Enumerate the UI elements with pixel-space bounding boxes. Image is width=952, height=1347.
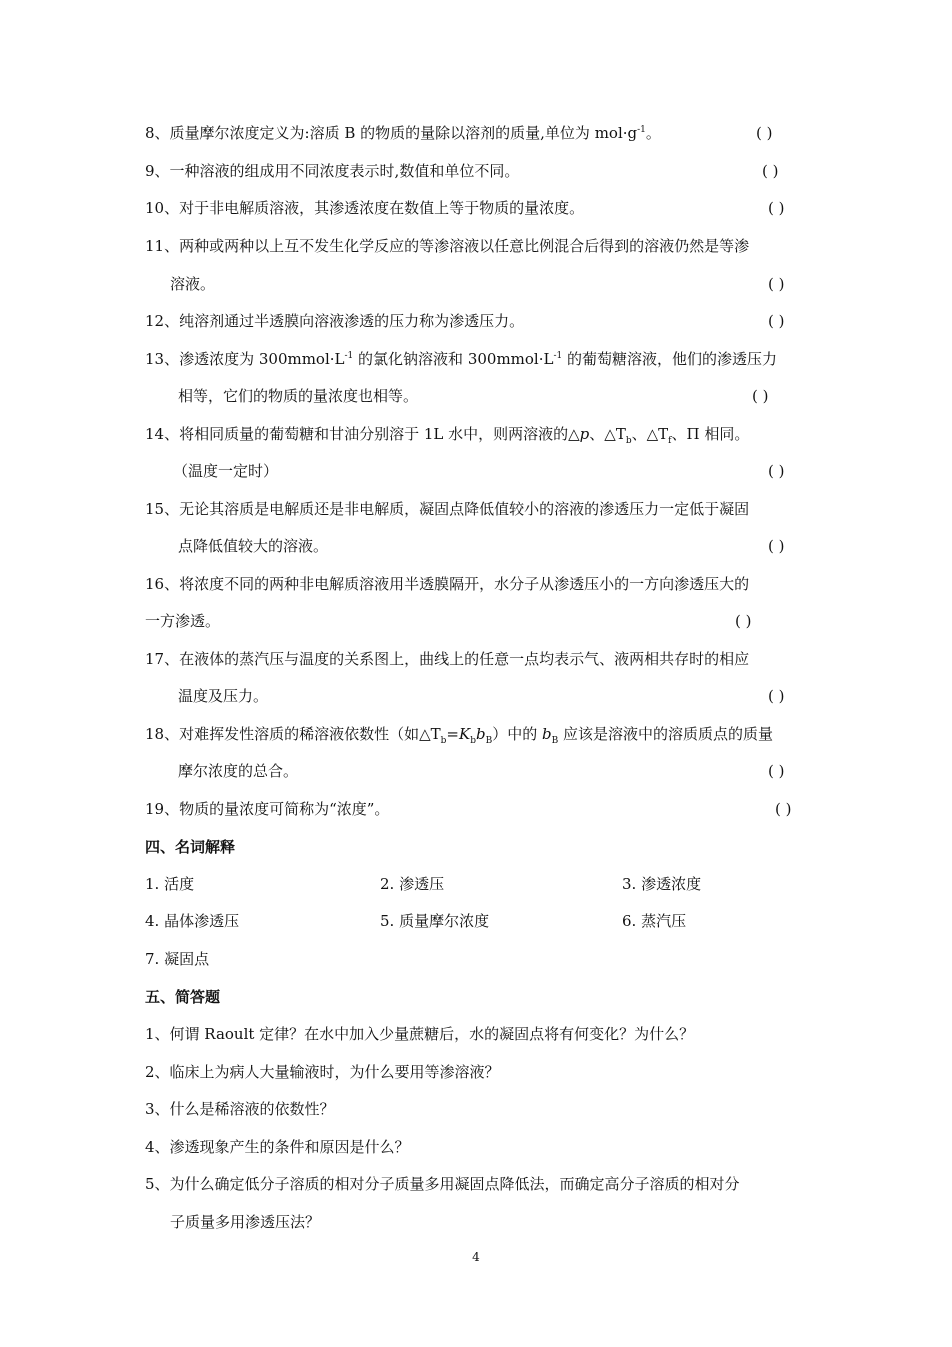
term-4: 4. 晶体渗透压 <box>145 912 240 930</box>
term-7: 7. 凝固点 <box>145 950 210 968</box>
short-answer-1: 1、何谓 Raoult 定律？在水中加入少量蔗糖后，水的凝固点将有何变化？为什么？ <box>145 1025 695 1043</box>
answer-blank-8[interactable]: ( ) <box>756 124 773 142</box>
page-number: 4 <box>472 1250 480 1264</box>
answer-blank-18[interactable]: ( ) <box>768 762 785 780</box>
question-13-line-1 <box>145 348 810 370</box>
q14-part-a: 14、将相同质量的葡萄糖和甘油分别溶于 1L 水中，则两溶液的△ <box>145 425 580 443</box>
question-8 <box>145 122 810 144</box>
question-13-line-2: 相等，它们的物质的量浓度也相等。 <box>178 387 419 405</box>
answer-blank-19[interactable]: ( ) <box>775 800 792 818</box>
question-15-line-1: 15、无论其溶质是电解质还是非电解质，凝固点降低值较小的溶液的渗透压力一定低于凝固 <box>145 500 750 518</box>
q18-part-d: 应该是溶液中的溶质质点的质量 <box>558 725 773 743</box>
term-1: 1. 活度 <box>145 875 195 893</box>
q18-part-c: ）中的 <box>492 725 542 743</box>
section-5-heading: 五、简答题 <box>145 988 221 1006</box>
subscript: b <box>625 436 632 446</box>
question-14-line-2: （温度一定时） <box>173 462 279 480</box>
question-17-line-1: 17、在液体的蒸汽压与温度的关系图上，曲线上的任意一点均表示气、液两相共存时的相应 <box>145 650 750 668</box>
question-14-line-1 <box>145 423 810 445</box>
subscript: B <box>551 736 559 746</box>
answer-blank-17[interactable]: ( ) <box>768 687 785 705</box>
section-4-heading: 四、名词解释 <box>145 838 236 856</box>
subscript: B <box>485 736 493 746</box>
superscript: -1 <box>344 351 354 361</box>
q14-part-c: 、△T <box>631 425 669 443</box>
question-16-line-1: 16、将浓度不同的两种非电解质溶液用半透膜隔开，水分子从渗透压小的一方向渗透压大的 <box>145 575 750 593</box>
short-answer-5-line-2: 子质量多用渗透压法？ <box>170 1213 321 1231</box>
answer-blank-10[interactable]: ( ) <box>768 199 785 217</box>
answer-blank-13[interactable]: ( ) <box>752 387 769 405</box>
q18-symbol-b2: b <box>541 725 552 743</box>
answer-blank-9[interactable]: ( ) <box>762 162 779 180</box>
question-10: 10、对于非电解质溶液，其渗透浓度在数值上等于物质的量浓度。 <box>145 199 585 217</box>
short-answer-3: 3、什么是稀溶液的依数性？ <box>145 1100 335 1118</box>
answer-blank-15[interactable]: ( ) <box>768 537 785 555</box>
term-6: 6. 蒸汽压 <box>622 912 687 930</box>
term-5: 5. 质量摩尔浓度 <box>380 912 490 930</box>
q18-part-a: 18、对难挥发性溶质的稀溶液依数性（如△T <box>145 725 441 743</box>
question-17-line-2: 温度及压力。 <box>178 687 269 705</box>
question-8-text-end: 。 <box>645 124 661 142</box>
short-answer-2: 2、临床上为病人大量输液时，为什么要用等渗溶液？ <box>145 1063 500 1081</box>
question-11-line-2: 溶液。 <box>170 275 216 293</box>
question-15-line-2: 点降低值较大的溶液。 <box>178 537 329 555</box>
term-3: 3. 渗透浓度 <box>622 875 702 893</box>
q13-part-a: 13、渗透浓度为 300mmol·L <box>145 350 345 368</box>
q14-part-b: 、△T <box>589 425 626 443</box>
question-12: 12、纯溶剂通过半透膜向溶液渗透的压力称为渗透压力。 <box>145 312 525 330</box>
answer-blank-12[interactable]: ( ) <box>768 312 785 330</box>
term-2: 2. 渗透压 <box>380 875 445 893</box>
superscript: -1 <box>637 125 646 135</box>
q18-part-b: = <box>446 725 459 743</box>
q13-part-c: 的葡萄糖溶液，他们的渗透压力 <box>562 350 778 368</box>
answer-blank-11[interactable]: ( ) <box>768 275 785 293</box>
subscript: f <box>668 436 672 446</box>
question-18-line-2: 摩尔浓度的总合。 <box>178 762 299 780</box>
question-8-text: 8、质量摩尔浓度定义为:溶质 B 的物质的量除以溶剂的质量,单位为 mol·g <box>145 124 638 142</box>
subscript: b <box>470 736 476 746</box>
short-answer-4: 4、渗透现象产生的条件和原因是什么？ <box>145 1138 410 1156</box>
question-16-line-2: 一方渗透。 <box>145 612 221 630</box>
superscript: -1 <box>553 351 563 361</box>
subscript: b <box>440 736 447 746</box>
question-18-line-1 <box>145 723 810 745</box>
answer-blank-16[interactable]: ( ) <box>735 612 752 630</box>
question-9: 9、一种溶液的组成用不同浓度表示时,数值和单位不同。 <box>145 162 520 180</box>
answer-blank-14[interactable]: ( ) <box>768 462 785 480</box>
question-11-line-1: 11、两种或两种以上互不发生化学反应的等渗溶液以任意比例混合后得到的溶液仍然是等渗 <box>145 237 750 255</box>
short-answer-5-line-1: 5、为什么确定低分子溶质的相对分子质量多用凝固点降低法，而确定高分子溶质的相对分 <box>145 1175 740 1193</box>
q13-part-b: 的氯化钠溶液和 300mmol·L <box>353 350 554 368</box>
q18-symbol-k: K <box>458 725 471 743</box>
q14-symbol-p: p <box>579 425 590 443</box>
q18-symbol-b: b <box>475 725 486 743</box>
question-19: 19、物质的量浓度可简称为“浓度”。 <box>145 800 390 818</box>
q14-part-d: 、Π 相同。 <box>671 425 750 443</box>
